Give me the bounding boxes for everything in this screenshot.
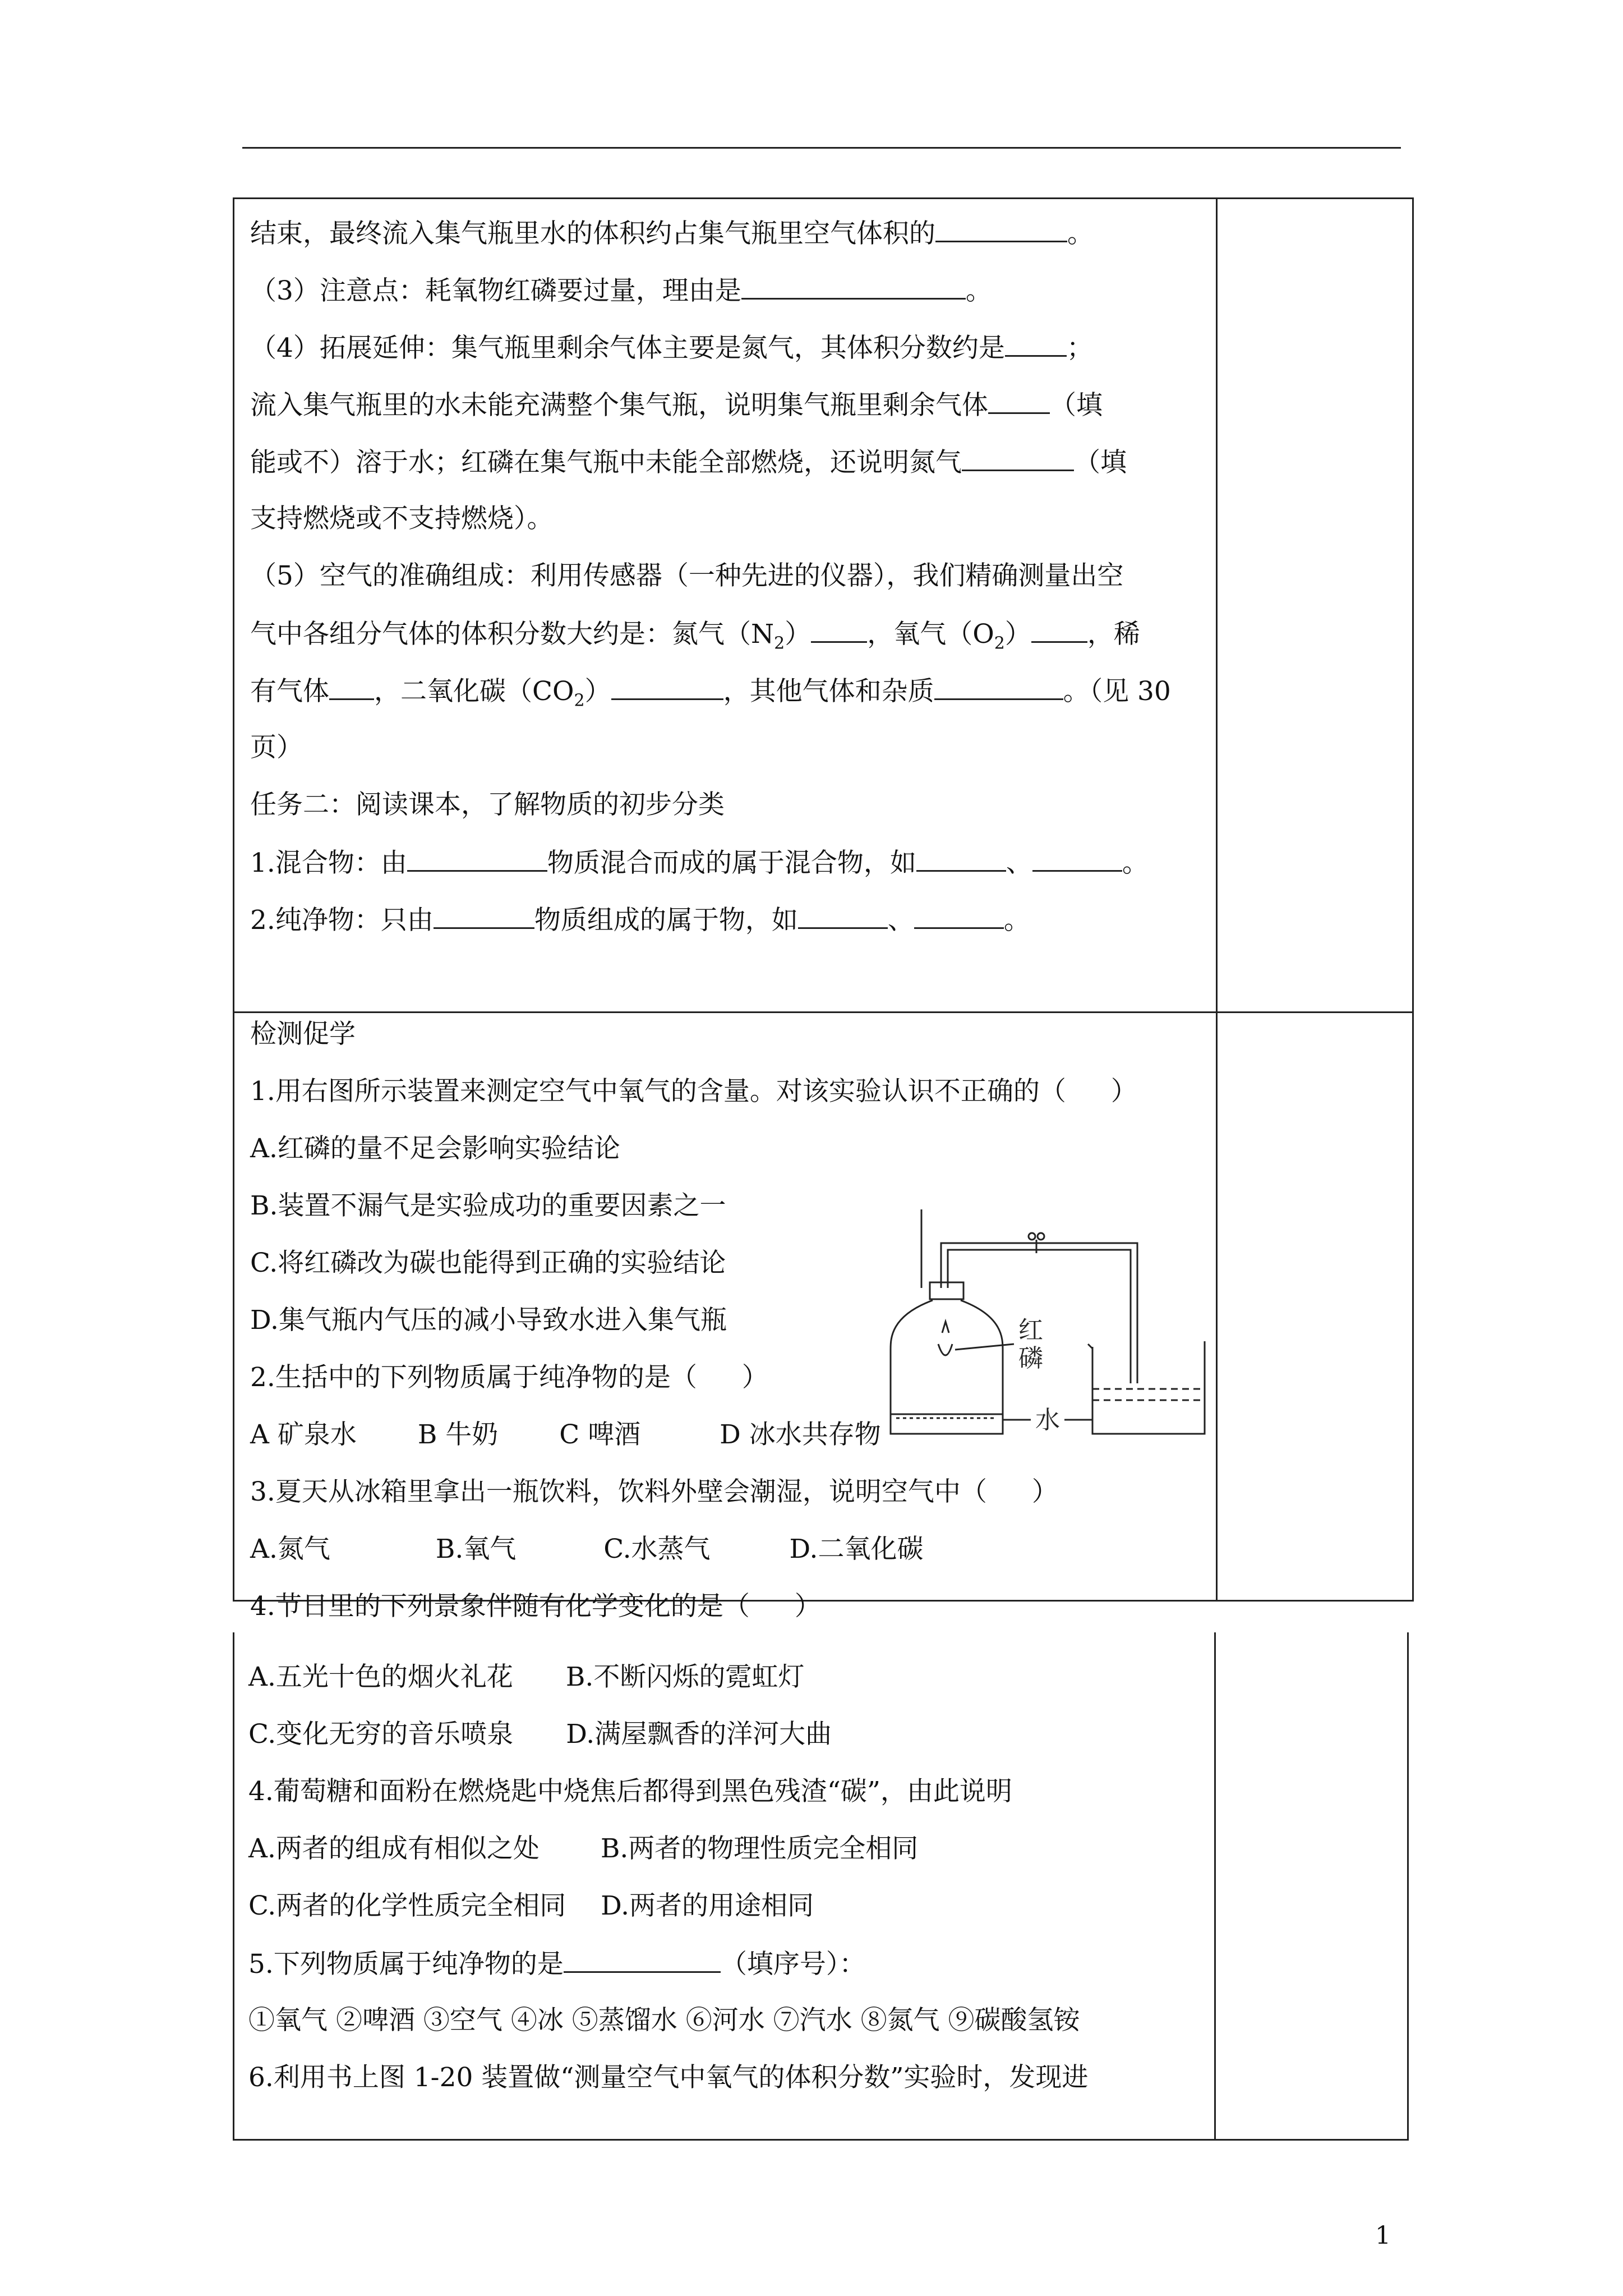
options: C.两者的化学性质完全相同 D.两者的用途相同	[248, 1890, 814, 1921]
worksheet-table	[233, 197, 1414, 1622]
answer-blank[interactable]	[611, 674, 723, 700]
label-red: 红	[1018, 1317, 1043, 1344]
answer-blank[interactable]	[407, 845, 547, 872]
question: 4.葡萄糖和面粉在燃烧匙中烧焦后都得到黑色残渣“碳”，由此说明	[248, 1776, 1012, 1807]
section-1-cell	[234, 199, 1217, 1013]
flame	[942, 1322, 949, 1333]
page-number: 1	[1375, 2221, 1391, 2250]
options: ①氧气 ②啤酒 ③空气 ④冰 ⑤蒸馏水 ⑥河水 ⑦汽水 ⑧氮气 ⑨碳酸氢铵	[248, 2005, 1080, 2036]
answer-blank[interactable]	[741, 273, 966, 300]
text-line: 有气体 ，二氧化碳$(CO_2)$ ，其他气体和杂质 。（见 30	[250, 674, 1171, 717]
text-line: （3）注意点：耗氧物红磷要过量，理由是 。	[250, 273, 992, 308]
text-line: 支持燃烧或不支持燃烧）。	[250, 503, 554, 534]
text-line: 2.纯净物：只由 物质组成的属于物，如 、 。	[250, 903, 1030, 937]
beaker	[1092, 1341, 1205, 1434]
column-divider	[1214, 1632, 1216, 2139]
options: A 矿泉水 B 牛奶 C 啤酒 D 冰水共存物	[250, 1419, 881, 1450]
question: 4.节日里的下列景象伴随有化学变化的是（ ）	[250, 1591, 821, 1622]
question: 2.生括中的下列物质属于纯净物的是（ ）	[250, 1362, 768, 1393]
question: 5.下列物质属于纯净物的是 （填序号）：	[248, 1947, 865, 1981]
options: A.五光十色的烟火礼花 B.不断闪烁的霓虹灯	[248, 1662, 805, 1692]
option: C.将红磷改为碳也能得到正确的实验结论	[250, 1248, 726, 1278]
options: C.变化无穷的音乐喷泉 D.满屋飘香的洋河大曲	[248, 1719, 832, 1750]
question: 1.用右图所示装置来测定空气中氧气的含量。对该实验认识不正确的（ ）	[250, 1076, 1137, 1107]
text-line: 1.混合物：由 物质混合而成的属于混合物，如 、 。	[250, 845, 1149, 880]
answer-blank[interactable]	[935, 216, 1067, 242]
answer-blank[interactable]	[434, 903, 534, 929]
answer-blank[interactable]	[934, 674, 1063, 700]
text-line: 能或不）溶于水；红磷在集气瓶中未能全部燃烧，还说明氮气 （填	[250, 445, 1127, 480]
combustion-spoon	[938, 1344, 952, 1355]
answer-blank[interactable]	[811, 616, 867, 643]
question: 3.夏天从冰箱里拿出一瓶饮料，饮料外壁会潮湿，说明空气中（ ）	[250, 1476, 1058, 1507]
answer-blank[interactable]	[1031, 616, 1087, 643]
text-line: 页）	[250, 732, 303, 763]
answer-blank[interactable]	[798, 903, 888, 929]
answer-blank[interactable]	[1005, 330, 1067, 357]
text-line: 流入集气瓶里的水未能充满整个集气瓶，说明集气瓶里剩余气体 （填	[250, 388, 1103, 422]
question: 6.利用书上图 1-20 装置做“测量空气中氧气的体积分数”实验时，发现进	[248, 2062, 1089, 2093]
text-line: 结束，最终流入集气瓶里水的体积约占集气瓶里空气体积的 。	[250, 216, 1094, 251]
table-continuation-frame	[233, 1632, 1409, 2141]
label-water: 水	[1035, 1406, 1060, 1434]
answer-blank[interactable]	[914, 903, 1004, 929]
task-heading: 任务二：阅读课本，了解物质的初步分类	[250, 789, 725, 820]
section-title: 检测促学	[250, 1019, 356, 1050]
header-rule	[242, 147, 1401, 149]
options: A.氮气 B.氧气 C.水蒸气 D.二氧化碳	[250, 1534, 924, 1565]
answer-blank[interactable]	[988, 388, 1050, 414]
text-line: （4）拓展延伸：集气瓶里剩余气体主要是氮气，其体积分数约是 ；	[250, 330, 1093, 365]
text-line: 气中各组分气体的体积分数大约是：氮气$(N_2)$ ，氧气$(O_2)$ ，稀	[250, 616, 1140, 660]
option: A.红磷的量不足会影响实验结论	[250, 1133, 620, 1164]
section-2-cell	[234, 1013, 1217, 1622]
side-column-cell	[1217, 199, 1413, 1013]
answer-blank[interactable]	[962, 445, 1074, 471]
stopper	[930, 1282, 963, 1299]
side-column-cell	[1217, 1013, 1413, 1601]
apparatus-diagram	[879, 1204, 1216, 1439]
answer-blank[interactable]	[1032, 845, 1122, 872]
label-phosphorus: 磷	[1018, 1345, 1043, 1372]
text-line: （5）空气的准确组成：利用传感器（一种先进的仪器），我们精确测量出空	[250, 560, 1124, 591]
option: B.装置不漏气是实验成功的重要因素之一	[250, 1190, 726, 1221]
option: D.集气瓶内气压的减小导致水进入集气瓶	[250, 1305, 727, 1336]
options: A.两者的组成有相似之处 B.两者的物理性质完全相同	[248, 1833, 919, 1864]
answer-blank[interactable]	[916, 845, 1006, 872]
label-pointer	[955, 1344, 1014, 1350]
answer-blank[interactable]	[329, 674, 374, 700]
